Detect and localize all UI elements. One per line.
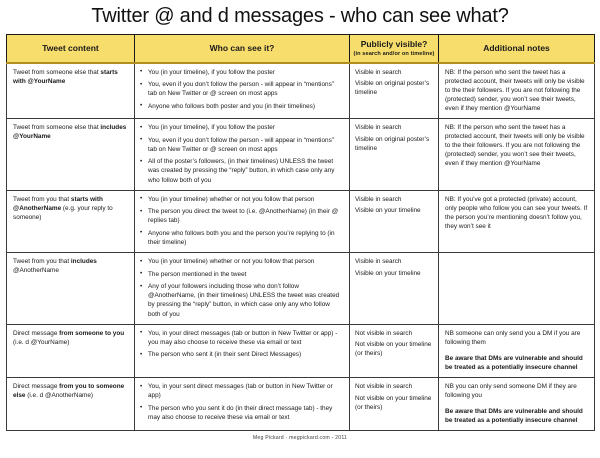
list-item: • Anyone who follows both you and the person you’re replying to (in their timeline) bbox=[140, 229, 344, 247]
cell-additional-notes bbox=[439, 190, 595, 252]
list-item: • You, in your direct messages (tab or button in New Twitter or app) - you may also choose to receive these via email or text bbox=[140, 329, 344, 347]
list-item: • You (in your timeline), if you follow the poster bbox=[140, 68, 344, 77]
table-header-row bbox=[7, 35, 595, 63]
column-header-additional-notes bbox=[439, 35, 595, 63]
column-header-label: Tweet content bbox=[42, 42, 99, 53]
cell-additional-notes bbox=[439, 324, 595, 377]
table-body bbox=[7, 63, 595, 431]
cell-additional-notes bbox=[439, 119, 595, 191]
list-item: • Anyone who follows both poster and you (in their timelines) bbox=[140, 102, 344, 111]
visibility-line: Visible on your timeline bbox=[355, 269, 421, 277]
who-can-see-list bbox=[140, 257, 344, 319]
who-can-see-list bbox=[140, 329, 344, 360]
visibility-line: Not visible on your timeline (or theirs) bbox=[355, 341, 432, 358]
list-item: • You, in your sent direct messages (tab or button in New Twitter or app) bbox=[140, 382, 344, 400]
list-item: • All of the poster’s followers, (in their timelines) UNLESS the tweet was created by pressing the “reply” button, in which case only any who follow both of you bbox=[140, 157, 344, 184]
cell-tweet-content: Direct message from you to someone else (i.e. d @AnotherName) bbox=[7, 378, 135, 431]
note-warning: Be aware that DMs are vulnerable and should be treated as a potentially insecure channel bbox=[445, 408, 583, 425]
visibility-line: Visible in search bbox=[355, 68, 402, 76]
visibility-line: Visible in search bbox=[355, 258, 402, 266]
note-text: NB: If the person who sent the tweet has a protected account, their tweets will only be visible to the their followers. If you are not following the (protected) sender, you won’t see their tweets, even if they mention @YourName bbox=[445, 124, 585, 168]
cell-tweet-content: Direct message from someone to you (i.e. d @YourName) bbox=[7, 324, 135, 377]
cell-tweet-content: Tweet from someone else that starts with @YourName bbox=[7, 63, 135, 119]
column-header-who-can-see-it bbox=[135, 35, 350, 63]
cell-who-can-see-it bbox=[135, 253, 350, 325]
list-item: • You (in your timeline), if you follow the poster bbox=[140, 123, 344, 132]
page-title: Twitter @ and d messages - who can see what? bbox=[91, 5, 509, 27]
cell-tweet-content: Tweet from you that starts with @AnotherName (e.g. your reply to someone) bbox=[7, 190, 135, 252]
permissions-table bbox=[6, 34, 595, 431]
column-header-label: Additional notes bbox=[483, 42, 550, 53]
list-item: • The person who you sent it do (in their direct message tab) - they may also choose to receive these via email or text bbox=[140, 404, 344, 422]
cell-publicly-visible bbox=[350, 190, 439, 252]
table-row bbox=[7, 378, 595, 431]
cell-additional-notes bbox=[439, 253, 595, 325]
who-can-see-list bbox=[140, 382, 344, 422]
list-item: • You (in your timeline) whether or not you follow that person bbox=[140, 195, 344, 204]
note-text: NB: If the person who sent the tweet has a protected account, their tweets will only be visible to the their followers. If you are not following the (protected) sender, you won’t see their tweets, even if they mention @YourName bbox=[445, 68, 585, 112]
note-text: NB you can only send someone DM if they are following you bbox=[445, 383, 577, 400]
cell-publicly-visible bbox=[350, 253, 439, 325]
cell-who-can-see-it bbox=[135, 119, 350, 191]
column-header-tweet-content bbox=[7, 35, 135, 63]
note-text: NB: If you’ve got a protected (private) account, only people who follow you can see your tweets. If the person you’re mentioning doesn’t follow you, they won’t see it bbox=[445, 195, 588, 230]
credit-line: Meg Pickard · megpickard.com - 2011 bbox=[252, 435, 348, 442]
column-header-label: Publicly visible? bbox=[360, 39, 428, 49]
visibility-line: Visible on original poster’s timeline bbox=[355, 135, 430, 152]
cell-who-can-see-it bbox=[135, 63, 350, 119]
table-row bbox=[7, 63, 595, 119]
cell-additional-notes bbox=[439, 378, 595, 431]
note-warning: Be aware that DMs are vulnerable and should be treated as a potentially insecure channel bbox=[445, 354, 583, 371]
table-row bbox=[7, 324, 595, 377]
cell-tweet-content: Tweet from someone else that includes @YourName bbox=[7, 119, 135, 191]
visibility-line: Visible on original poster’s timeline bbox=[355, 80, 430, 97]
cell-publicly-visible bbox=[350, 324, 439, 377]
note-text: NB someone can only send you a DM if you are following them bbox=[445, 329, 581, 346]
cell-who-can-see-it bbox=[135, 378, 350, 431]
visibility-line: Visible in search bbox=[355, 195, 402, 203]
cell-publicly-visible bbox=[350, 119, 439, 191]
who-can-see-list bbox=[140, 123, 344, 185]
column-header-sublabel: (in search and/or on timeline) bbox=[353, 50, 435, 57]
cell-publicly-visible bbox=[350, 378, 439, 431]
table-row bbox=[7, 119, 595, 191]
who-can-see-list bbox=[140, 195, 344, 247]
cell-who-can-see-it bbox=[135, 190, 350, 252]
list-item: • You, even if you don’t follow the person - will appear in “mentions” tab on New Twitter or @ screen on most apps bbox=[140, 80, 344, 98]
column-header-publicly-visible bbox=[350, 35, 439, 63]
list-item: • You (in your timeline) whether or not you follow that person bbox=[140, 257, 344, 266]
table-header bbox=[7, 35, 595, 63]
list-item: • You, even if you don’t follow the person - will appear in “mentions” tab on New Twitter or @ screen on most apps bbox=[140, 136, 344, 154]
visibility-line: Not visible on your timeline (or theirs) bbox=[355, 394, 432, 411]
list-item: • The person who sent it (in their sent Direct Messages) bbox=[140, 350, 344, 359]
column-header-label: Who can see it? bbox=[209, 42, 275, 53]
who-can-see-list bbox=[140, 68, 344, 111]
list-item: • The person you direct the tweet to (i.e. @AnotherName) (in their @ replies tab) bbox=[140, 207, 344, 225]
cell-additional-notes bbox=[439, 63, 595, 119]
cell-who-can-see-it bbox=[135, 324, 350, 377]
visibility-line: Not visible in search bbox=[355, 329, 413, 337]
cell-publicly-visible bbox=[350, 63, 439, 119]
visibility-line: Visible on your timeline bbox=[355, 207, 421, 215]
visibility-line: Not visible in search bbox=[355, 383, 413, 391]
table-row bbox=[7, 190, 595, 252]
list-item: • Any of your followers including those who don’t follow @AnotherName, (in their timelines) UNLESS the tweet was created by pressing the “reply” button, in which case only any who follow both of you bbox=[140, 282, 344, 318]
table-row bbox=[7, 253, 595, 325]
cell-tweet-content: Tweet from you that includes @AnotherName bbox=[7, 253, 135, 325]
visibility-line: Visible in search bbox=[355, 124, 402, 132]
list-item: • The person mentioned in the tweet bbox=[140, 270, 344, 279]
